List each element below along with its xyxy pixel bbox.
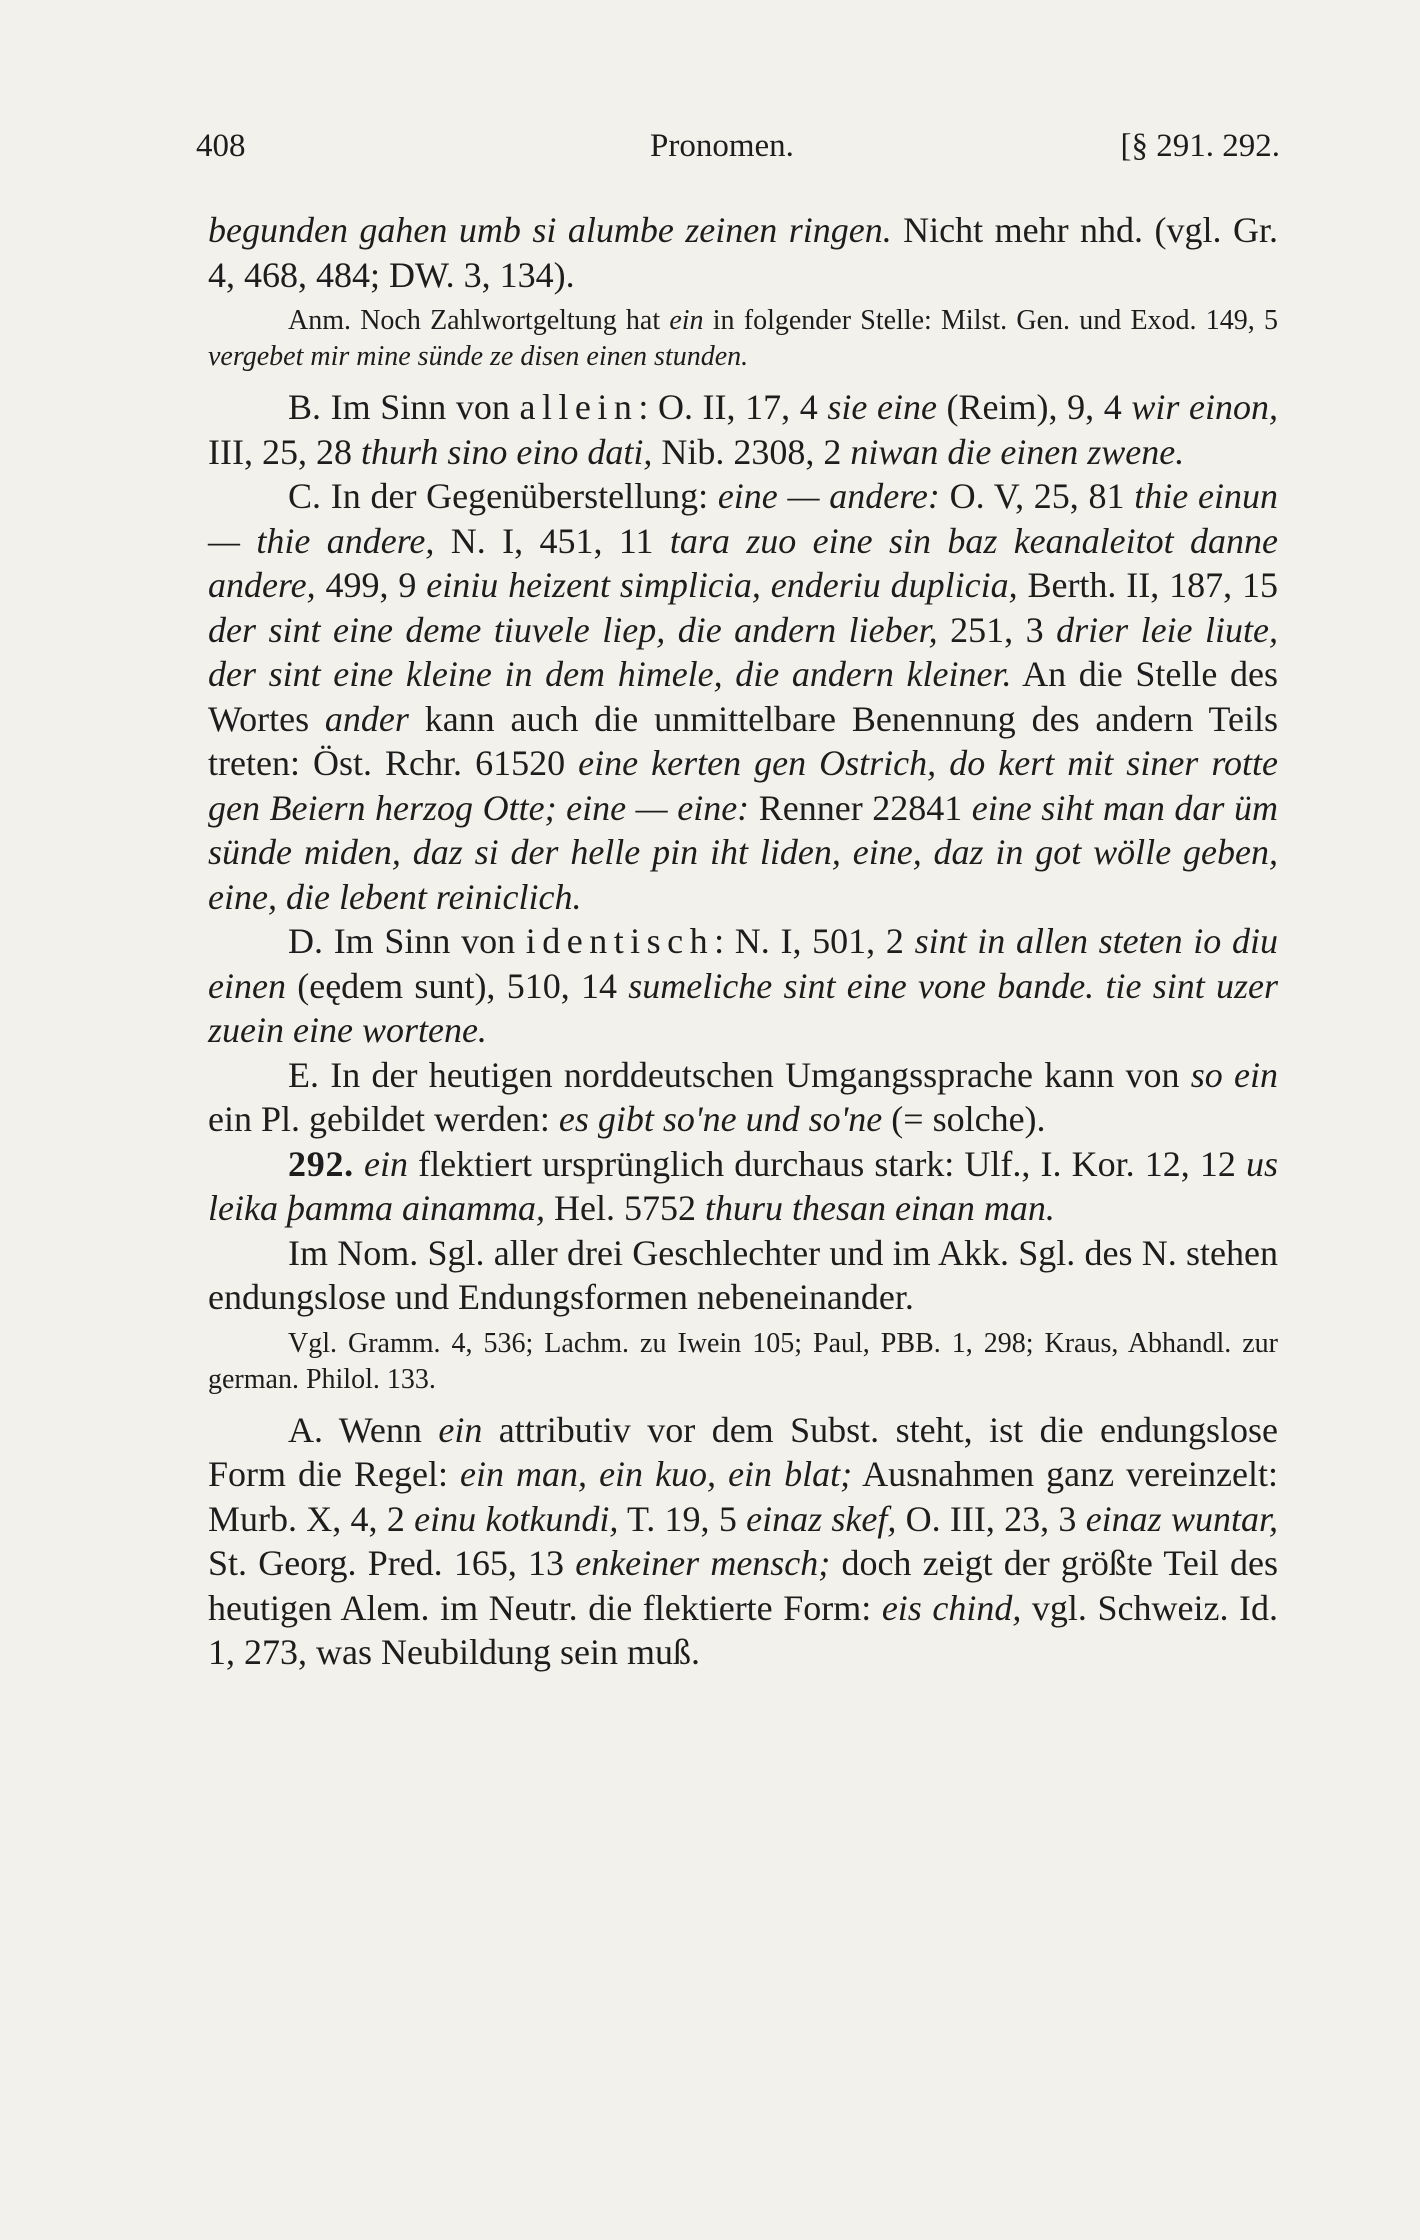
text-segment: 292. (288, 1143, 354, 1184)
text-segment: C. In der Gegenüberstellung: (288, 476, 718, 516)
text-segment: Im Nom. Sgl. aller drei Geschlechter und im Akk. Sgl. des N. stehen endungslose und Endungsformen nebeneinander. (208, 1232, 1278, 1317)
text-segment: sie eine (827, 387, 937, 427)
text-segment: (eędem sunt), 510, 14 (285, 965, 629, 1006)
paragraph-p1 (208, 208, 1278, 297)
text-segment: thurh sino eino dati, (360, 431, 653, 472)
text-segment: Anm. Noch Zahlwortgeltung hat (288, 305, 670, 336)
text-segment: thie einun — thie andere, (208, 476, 1278, 561)
paragraph-p4 (208, 474, 1278, 919)
text-segment: vergebet mir mine sünde ze disen einen stunden. (208, 341, 749, 372)
text-segment: III, 25, 28 (208, 431, 361, 472)
text-segment: sint in allen steten io diu einen (208, 921, 1279, 1006)
text-segment: St. Georg. Pred. 165, 13 (208, 1543, 576, 1583)
text-segment: 499, 9 (315, 565, 427, 605)
text-segment: : N. I, 501, 2 (714, 921, 915, 961)
text-segment: einaz skef, (746, 1498, 897, 1539)
text-segment: begunden gahen umb si alumbe zeinen ringen. (208, 210, 892, 250)
text-segment: ein (669, 305, 704, 336)
text-segment: ein Pl. gebildet werden: (208, 1099, 559, 1139)
body-text (208, 208, 1278, 1675)
text-segment: wir einon, (1131, 387, 1278, 427)
paragraph-p3 (208, 385, 1278, 474)
text-segment: einaz wuntar, (1085, 1498, 1278, 1539)
text-segment: O. III, 23, 3 (896, 1498, 1086, 1539)
text-segment (557, 788, 567, 828)
text-segment: flektiert ursprünglich durchaus stark: Ulf., I. Kor. 12, 12 (408, 1143, 1246, 1184)
text-segment: enkeiner mensch; (575, 1543, 831, 1583)
text-segment: eine — andere: (717, 476, 940, 516)
text-segment: T. 19, 5 (618, 1498, 747, 1539)
paragraph-p5 (208, 919, 1278, 1053)
text-segment: eine — eine: (566, 787, 750, 828)
running-title: Pronomen. (650, 128, 794, 164)
text-segment: Nib. 2308, 2 (652, 431, 851, 472)
paragraph-p8 (208, 1231, 1278, 1320)
text-segment: Nicht mehr nhd. (vgl. Gr. 4, 468, 484; DW. 3, 134). (208, 210, 1278, 295)
text-segment: E. In der heutigen norddeutschen Umgangssprache kann von (288, 1054, 1191, 1095)
text-segment: ein man, ein kuo, ein blat; (460, 1454, 853, 1494)
text-segment: es gibt so'ne und so'ne (558, 1099, 883, 1139)
text-segment: Vgl. Gramm. 4, 536; Lachm. zu Iwein 105; Paul, PBB. 1, 298; Kraus, Abhandl. zur german. Philol. 133. (208, 1327, 1278, 1395)
paragraph-p9 (208, 1326, 1278, 1398)
text-segment: An die Stelle des Wortes (208, 654, 1279, 739)
section-reference: [§ 291. 292. (1120, 128, 1280, 164)
text-segment: drier leie liute, der sint eine kleine in dem himele, die andern kleiner. (208, 609, 1279, 694)
paragraph-p7 (208, 1142, 1278, 1231)
text-segment: Hel. 5752 (544, 1188, 705, 1228)
text-segment: (= solche). (882, 1099, 1046, 1139)
text-segment: A. Wenn (288, 1409, 439, 1450)
paragraph-p10 (208, 1408, 1278, 1675)
text-segment: vgl. Schweiz. Id. 1, 273, was Neubildung sein muß. (208, 1587, 1278, 1672)
text-segment: (Reim), 9, 4 (936, 387, 1132, 427)
text-segment: us leika þamma ainamma, (208, 1143, 1279, 1228)
running-header (190, 128, 1280, 188)
text-segment: einiu heizent simplicia, enderiu duplicia, (426, 565, 1018, 605)
text-segment: ander (324, 698, 409, 739)
text-segment: ein (438, 1409, 483, 1450)
text-segment: sumeliche sint eine vone bande. tie sint uzer zuein eine wortene. (208, 965, 1278, 1050)
text-segment: einu kotkundi, (414, 1498, 619, 1539)
text-segment: doch zeigt der größte Teil des heutigen Alem. im Neutr. die flektierte Form: (208, 1543, 1279, 1628)
text-segment: attributiv vor dem Subst. steht, ist die endungslose Form die Regel: (208, 1409, 1278, 1494)
text-segment: Renner 22841 (749, 787, 972, 828)
text-segment: Berth. II, 187, 15 (1017, 565, 1278, 605)
text-segment: in folgender Stelle: Milst. Gen. und Exod. 149, 5 (703, 305, 1278, 336)
text-segment: thuru thesan einan man. (704, 1188, 1055, 1228)
text-segment: 251, 3 (937, 609, 1057, 650)
text-segment: so ein (1190, 1054, 1278, 1095)
text-segment: identisch (525, 921, 715, 961)
text-segment: : O. II, 17, 4 (638, 387, 828, 427)
paragraph-p6 (208, 1053, 1278, 1142)
text-segment: ein (364, 1143, 408, 1184)
text-segment: D. Im Sinn von (288, 921, 526, 961)
text-segment: tara zuo eine sin baz keanaleitot danne andere, (208, 520, 1278, 605)
text-segment: kann auch die unmittelbare Benennung des andern Teils treten: Öst. Rchr. 61520 (208, 698, 1278, 783)
text-segment (354, 1144, 364, 1184)
paragraph-p2 (208, 303, 1278, 375)
text-segment: eine kerten gen Ostrich, do kert mit siner rotte gen Beiern herzog Otte; (208, 743, 1279, 828)
page-number: 408 (196, 128, 246, 164)
text-segment: Ausnahmen ganz vereinzelt: Murb. X, 4, 2 (208, 1454, 1278, 1539)
text-segment: der sint eine deme tiuvele liep, die andern lieber, (208, 609, 938, 650)
text-segment: eis chind, (881, 1587, 1022, 1628)
text-segment: allein (519, 387, 639, 427)
text-segment: eine siht man dar üm sünde miden, daz si der helle pin iht liden, eine, daz in got wölle geben, eine, die lebent reiniclich. (208, 787, 1278, 917)
text-segment: O. V, 25, 81 (939, 476, 1135, 516)
text-segment: niwan die einen zwene. (850, 431, 1185, 472)
text-segment: N. I, 451, 11 (434, 520, 670, 561)
text-segment: B. Im Sinn von (288, 387, 520, 427)
